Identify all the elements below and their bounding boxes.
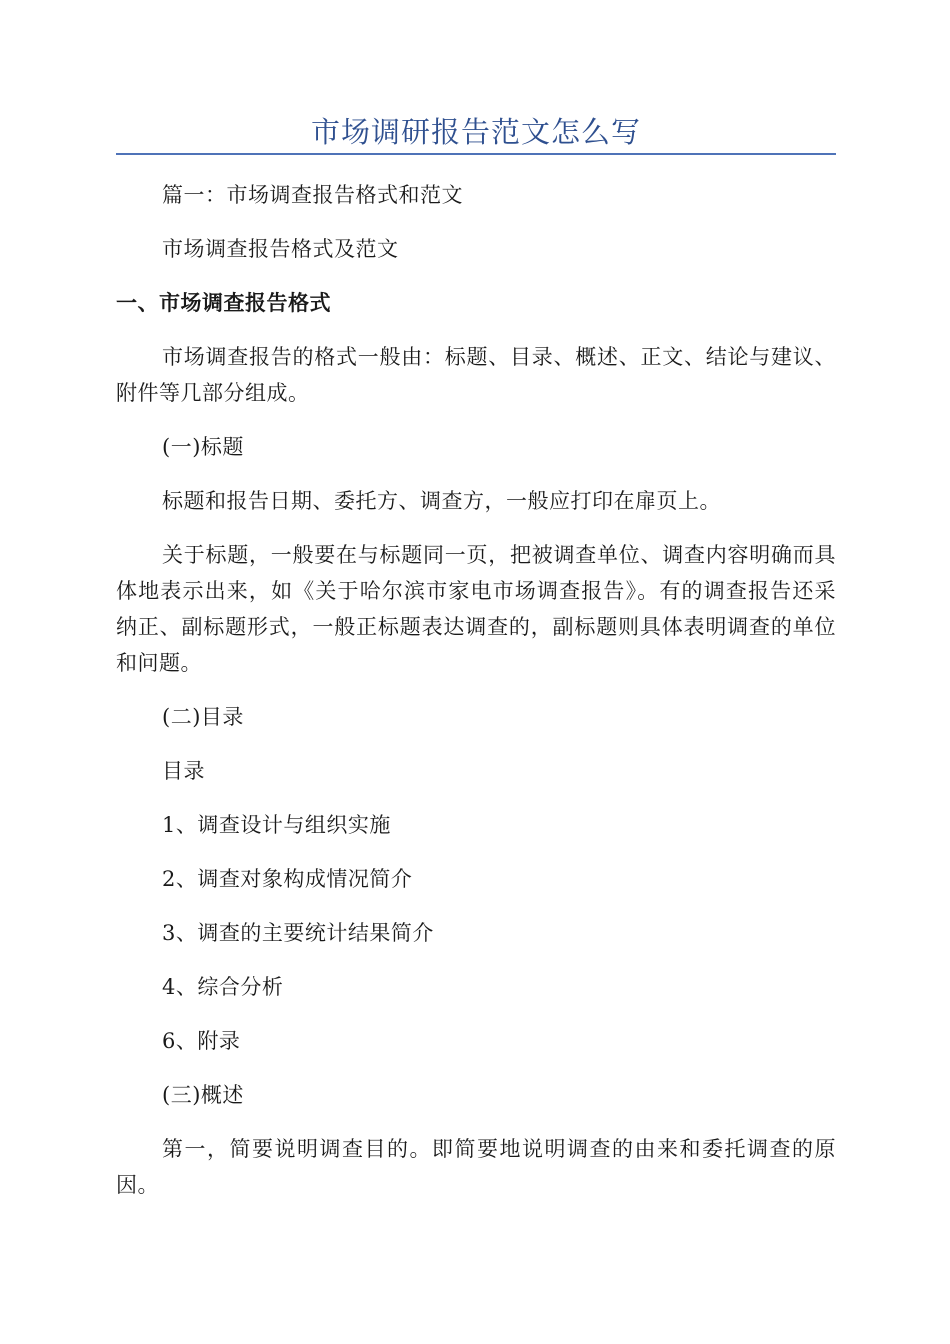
subheading-overview: (三)概述 bbox=[162, 1083, 244, 1107]
document-title: 市场调研报告范文怎么写 bbox=[310, 115, 641, 149]
toc-item: 3、调查的主要统计结果简介 bbox=[162, 921, 434, 945]
toc-item: 4、综合分析 bbox=[162, 975, 284, 999]
toc-item: 1、调查设计与组织实施 bbox=[162, 813, 391, 837]
subheading-title: (一)标题 bbox=[162, 435, 244, 459]
paragraph-chapter-one: 篇一：市场调查报告格式和范文 bbox=[162, 183, 463, 207]
toc-item: 6、附录 bbox=[162, 1029, 241, 1053]
title-underline bbox=[116, 153, 836, 155]
toc-label: 目录 bbox=[162, 759, 205, 783]
subheading-toc: (二)目录 bbox=[162, 705, 244, 729]
document-body bbox=[116, 177, 836, 1221]
paragraph-subtitle: 市场调查报告格式及范文 bbox=[162, 237, 399, 261]
paragraph-title-info: 标题和报告日期、委托方、调查方，一般应打印在扉页上。 bbox=[162, 489, 721, 513]
toc-item: 2、调查对象构成情况简介 bbox=[162, 867, 413, 891]
section-heading-format: 一、市场调查报告格式 bbox=[116, 290, 331, 315]
paragraph-overview-first: 第一，简要说明调查目的。即简要地说明调查的由来和委托调查的原因。 bbox=[116, 1137, 836, 1197]
paragraph-title-detail: 关于标题，一般要在与标题同一页，把被调查单位、调查内容明确而具体地表示出来，如《关于哈尔滨市家电市场调查报告》。有的调查报告还采纳正、副标题形式，一般正标题表达调查的，副标题则具体表明调查的单位和问题。 bbox=[116, 543, 836, 675]
paragraph-format-intro: 市场调查报告的格式一般由：标题、目录、概述、正文、结论与建议、附件等几部分组成。 bbox=[116, 345, 836, 405]
